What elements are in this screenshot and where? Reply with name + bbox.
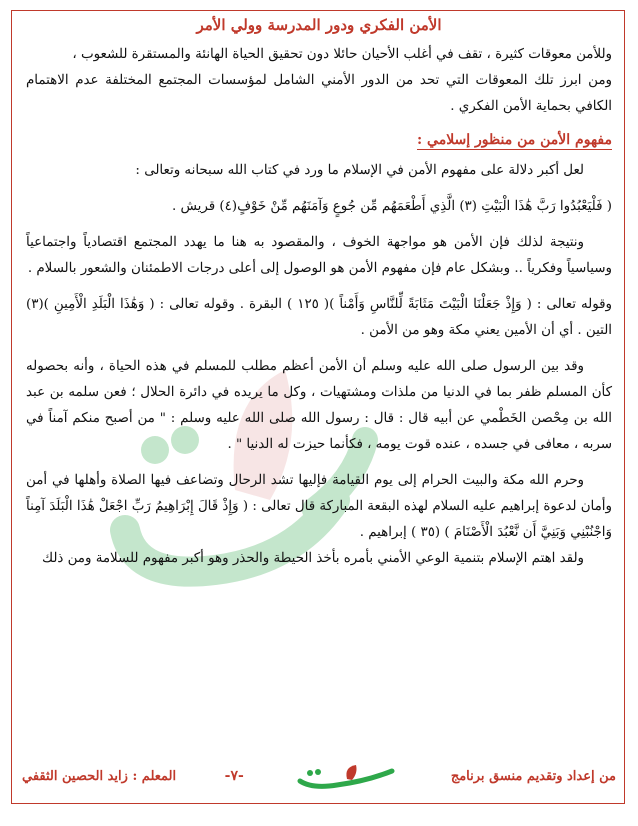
page-content: [26, 16, 612, 572]
paragraph-quran-intro: لعل أكبر دلالة على مفهوم الأمن في الإسلام ما ورد في كتاب الله سبحانه وتعالى :: [135, 163, 584, 178]
paragraph-baqara-verse: وقوله تعالى : ( وَإِذْ جَعَلْنَا الْبَيْتَ مَثَابَةً لِّلنَّاسِ وَأَمْناً )( ١٢٥ ) البقرة . وقوله تعالى : ( وَهَٰذَا الْبَلَدِ الْأَمِينِ )(٣) التين . أي أن الأمين يعني مكة وهو من الأمن .: [26, 297, 612, 338]
paragraph-awareness: ولقد اهتم الإسلام بتنمية الوعي الأمني بأمره بأخذ الحيطة والحذر وهو أكبر مفهوم للسلامة ومن ذلك: [42, 551, 584, 566]
paragraph-makkah: وحرم الله مكة والبيت الحرام إلى يوم القيامة فإليها تشد الرحال وتضاعف فيها الصلاة وأهلها في أمن وأمان لدعوة إبراهيم عليه السلام لهذه البقعة المباركة قال تعالى : ( وَإِذْ قَالَ إِبْرَاهِيمُ رَبِّ اجْعَلْ هَٰذَا الْبَلَدَ آمِناً وَاجْنُبْنِي وَبَنِيَّ أَن نَّعْبُدَ الْأَصْنَامَ ) (٣٥ ) إبراهيم .: [26, 473, 612, 540]
section-heading-text: مفهوم الأمن من منظور إسلامي :: [416, 132, 612, 148]
section-heading: [26, 132, 612, 148]
footer-teacher: المعلم : زايد الحصين الثقفي: [22, 768, 177, 784]
program-logo: [292, 763, 402, 789]
page-number: -٧-: [224, 768, 244, 784]
paragraph-hadith: وقد بين الرسول صلى الله عليه وسلم أن الأمن أعظم مطلب للمسلم في هذه الحياة ، وأنه بحصوله كأن المسلم ظفر بما في الدنيا من ملذات ومشتهيات ، وكل ما يريده في دائرة الحلال ؛ فعن سلمه بن عبد الله بن مِحْصن الخَطْمي عن أبيه قال : قال : رسول الله صلى الله عليه وسلم : " من أصبح منكم آمناً في سربه ، معافى في جسده ، عنده قوت يومه ، فكأنما حيزت له الدنيا " .: [26, 359, 612, 452]
intro-paragraph-1: وللأمن معوقات كثيرة ، تقف في أغلب الأحيان حائلا دون تحقيق الحياة الهانئة والمستقرة للشعوب ،: [72, 47, 612, 62]
page-title: الأمن الفكري ودور المدرسة وولي الأمر: [196, 16, 442, 34]
intro-paragraph-2: ومن ابرز تلك المعوقات التي تحد من الدور الأمني الشامل لمؤسسات المجتمع المختلفة عدم الاهتمام الكافي بحماية الأمن الفكري .: [26, 73, 612, 114]
page-footer: [22, 763, 616, 789]
footer-prepared-by: من إعداد وتقديم منسق برنامج: [450, 768, 616, 784]
paragraph-quraish-verse: ( فَلْيَعْبُدُوا رَبَّ هَٰذَا الْبَيْتِ (٣) الَّذِي أَطْعَمَهُم مِّن جُوعٍ وَآمَنَهُم مِّنْ خَوْفٍ(٤) قريش .: [172, 199, 612, 214]
paragraph-security-definition: ونتيجة لذلك فإن الأمن هو مواجهة الخوف ، والمقصود به هنا ما يهدد المجتمع اقتصادياً واجتماعياً وسياسياً وفكرياً .. وبشكل عام فإن مفهوم الأمن هو الوصول إلى أعلى درجات الاطمئنان والشعور بالسلام .: [26, 235, 612, 276]
